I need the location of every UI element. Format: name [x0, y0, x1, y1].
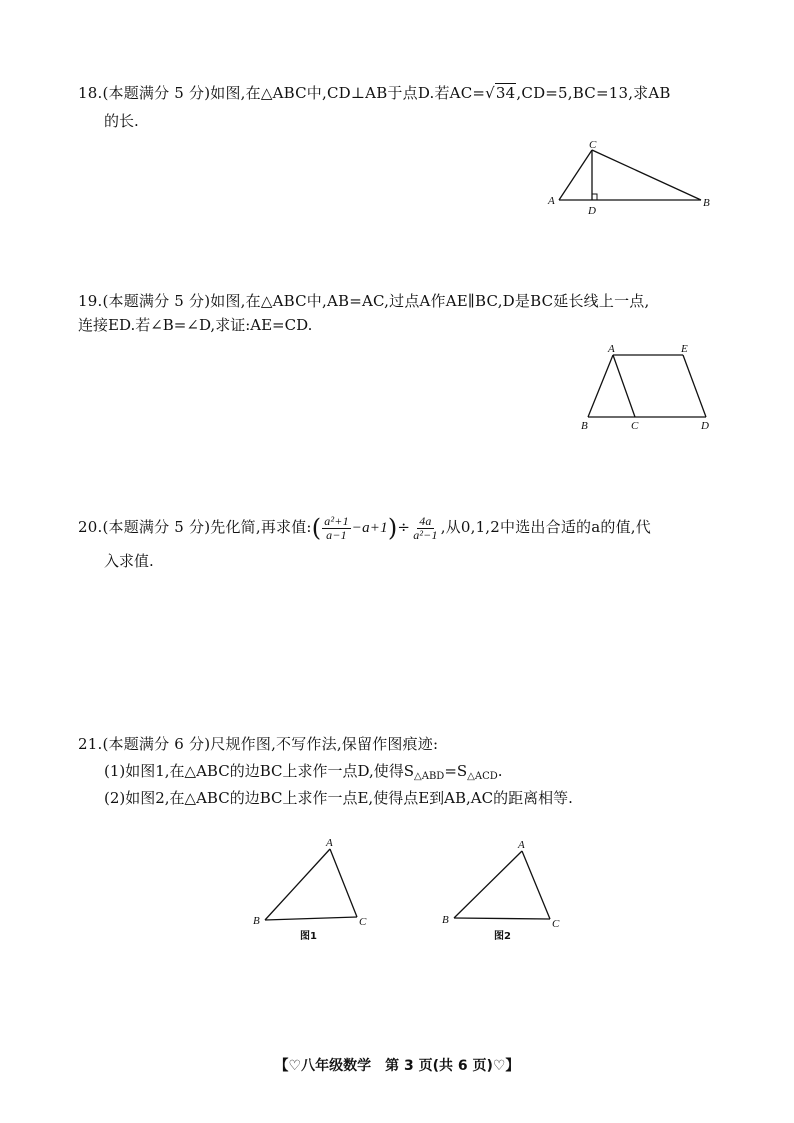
question-20 [78, 510, 748, 545]
q18-side-cb [592, 150, 701, 200]
q21-fig1-label-a: A [326, 837, 333, 849]
q20-frac1-denominator: a−1 [326, 527, 347, 542]
q20-frac1-numerator: a²+1 [324, 513, 349, 528]
q20-text-a: 先化简,再求值: [210, 518, 312, 536]
q19-label-e: E [681, 343, 688, 355]
q20-divide-sign: ÷ [397, 518, 411, 536]
q20-frac2-denominator: a²−1 [413, 527, 438, 542]
q19-text-a: 如图,在△ABC中,AB=AC,过点A作AE∥BC,D是BC延长线上一点, [210, 292, 650, 310]
q19-line2 [78, 314, 312, 336]
q21-fig2-side-bc [454, 918, 550, 919]
q20-fraction-1 [322, 515, 351, 542]
q20-number: 20. [78, 518, 103, 536]
q21-figure-2 [440, 835, 570, 945]
q21-fig2-label-b: B [442, 914, 449, 926]
q21-number: 21. [78, 735, 103, 753]
q20-line2 [104, 550, 154, 572]
q21-fig2-side-ab [454, 851, 522, 918]
q18-side-ac [559, 150, 592, 200]
q18-label-b: B [703, 197, 710, 209]
q19-number: 19. [78, 292, 103, 310]
q21-text-a: 尺规作图,不写作法,保留作图痕迹: [210, 735, 439, 753]
q19-label-a: A [608, 343, 615, 355]
q21-part-1 [104, 760, 503, 788]
q21-fig1-side-bc [265, 917, 357, 920]
q21-part1-equals: =S [444, 762, 468, 780]
q18-line2 [104, 110, 139, 132]
q18-text-b: ,CD=5,BC=13,求AB [516, 84, 671, 102]
q18-sqrt-value: 34 [495, 84, 516, 102]
q19-side-ab [588, 355, 613, 417]
q20-left-paren: ( [311, 514, 322, 542]
q20-right-paren: ) [387, 514, 398, 542]
q19-score: (本题满分 5 分) [102, 292, 211, 310]
page-footer: 【♡八年级数学 第 3 页(共 6 页)♡】 [274, 1058, 520, 1074]
q21-part1-text: (1)如图1,在△ABC的边BC上求作一点D,使得S [104, 762, 415, 780]
question-18: 18.(本题满分 5 分)如图,在△ABC中,CD⊥AB于点D.若AC=√34,CD=5,BC=13,求AB [78, 84, 671, 102]
q21-part-2 [104, 787, 573, 809]
q19-label-d: D [701, 420, 709, 432]
q18-score: (本题满分 5 分) [102, 84, 211, 102]
q20-text-b: ,从0,1,2中选出合适的a的值,代 [440, 518, 651, 536]
q20-score: (本题满分 5 分) [102, 518, 211, 536]
q19-side-ed [683, 355, 706, 417]
q21-fig1-side-ab [265, 849, 330, 920]
q18-label-a: A [548, 195, 555, 207]
q21-fig2-side-ac [522, 851, 550, 919]
q21-fig1-caption: 图1 [300, 931, 317, 942]
q21-fig1-label-c: C [359, 916, 367, 928]
q18-figure [545, 138, 715, 218]
q21-part1-end: . [497, 762, 503, 780]
q18-right-angle-mark [592, 194, 597, 200]
q21-part1-subscript-2: △ACD [467, 771, 498, 782]
q18-number: 18. [78, 84, 103, 102]
q21-fig1-label-b: B [253, 915, 260, 927]
q20-text-c: 入求值. [104, 552, 154, 570]
q21-part2-text: (2)如图2,在△ABC的边BC上求作一点E,使得点E到AB,AC的距离相等. [104, 789, 573, 807]
q18-text-c: 的长. [104, 112, 139, 130]
q21-fig2-caption: 图2 [494, 931, 511, 942]
question-21 [78, 733, 738, 755]
q19-figure [575, 340, 720, 435]
q19-side-ac [613, 355, 635, 417]
q21-fig2-label-c: C [552, 918, 560, 930]
q18-label-c: C [589, 139, 597, 151]
q20-fraction-2 [411, 515, 440, 542]
q19-label-b: B [581, 420, 588, 432]
q21-figure-1 [245, 835, 375, 945]
q21-fig1-side-ac [330, 849, 357, 917]
q21-score: (本题满分 6 分) [102, 735, 211, 753]
q19-label-c: C [631, 420, 639, 432]
q20-frac2-numerator: 4a [419, 513, 432, 528]
q20-middle-term: −a+1 [351, 520, 388, 536]
q18-text-a: 如图,在△ABC中,CD⊥AB于点D.若AC= [210, 84, 486, 102]
q19-text-b: 连接ED.若∠B=∠D,求证:AE=CD. [78, 316, 313, 334]
q21-fig2-label-a: A [518, 839, 525, 851]
question-19 [78, 290, 738, 312]
q18-label-d: D [588, 205, 596, 217]
q21-part1-subscript-1: △ABD [414, 771, 445, 782]
